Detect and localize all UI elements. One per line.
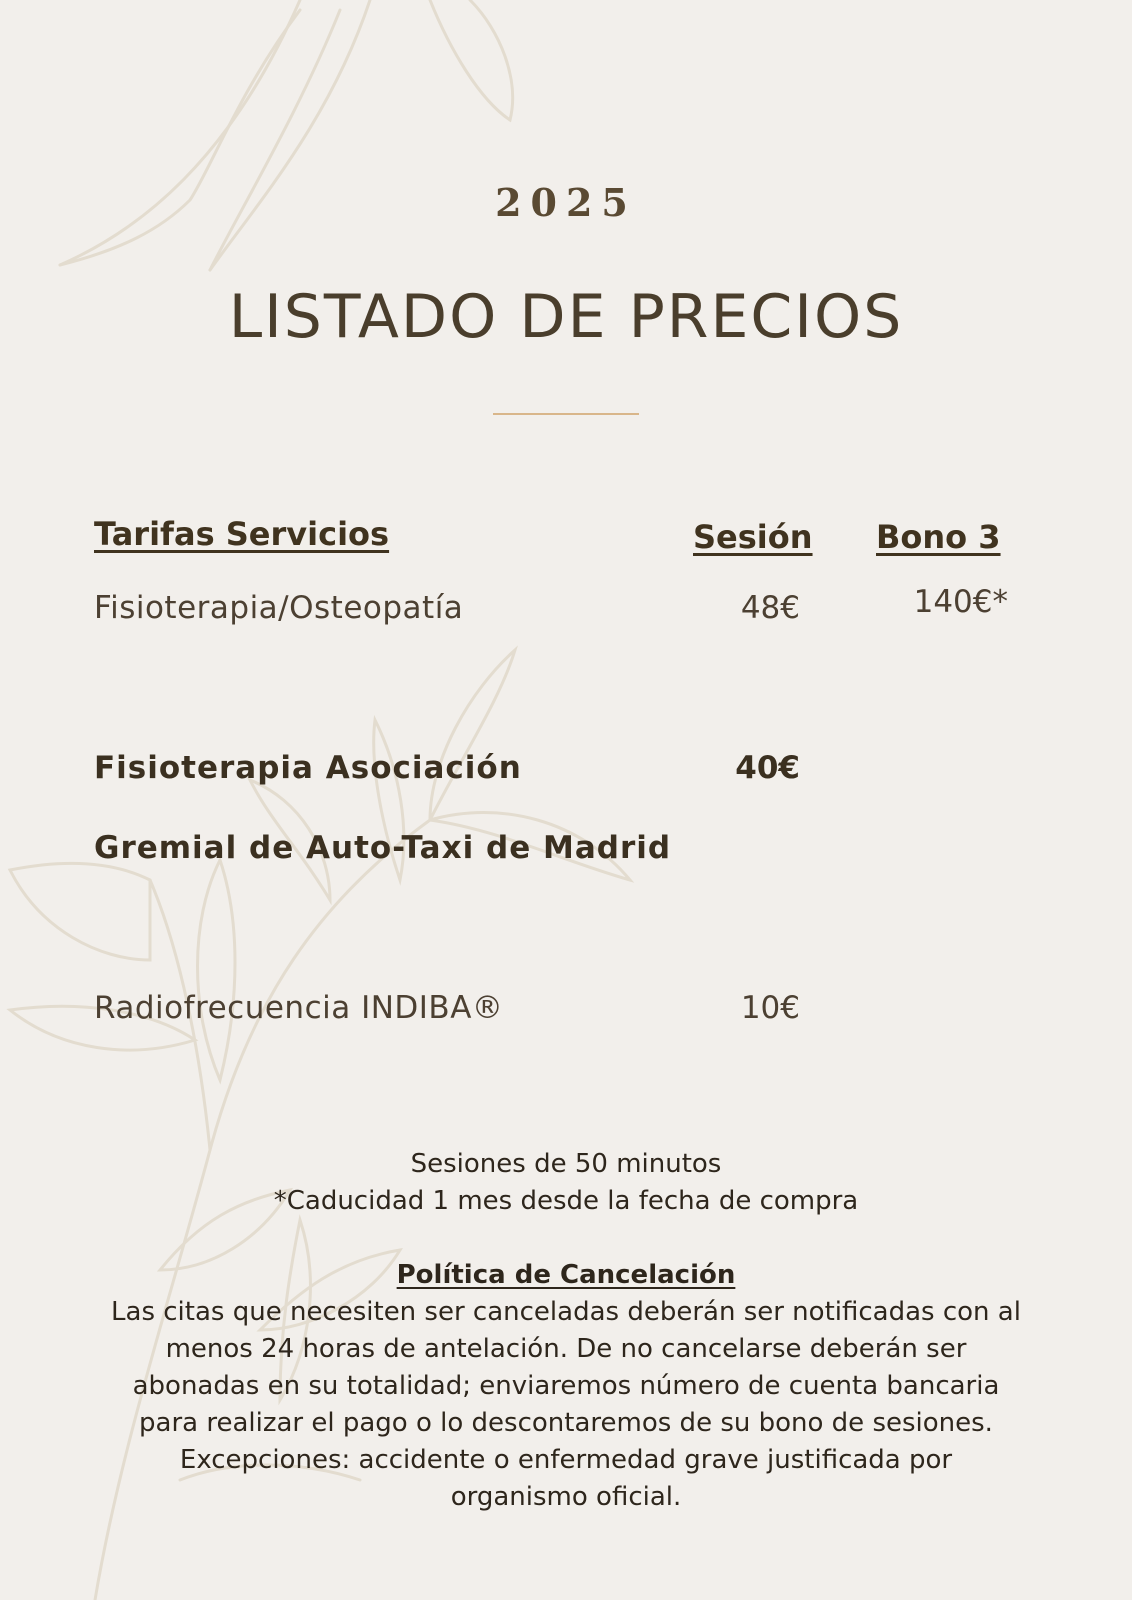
column-header-session: Sesión <box>693 518 813 556</box>
expiry-note: *Caducidad 1 mes desde la fecha de compra <box>273 1186 859 1216</box>
policy-line: Las citas que necesiten ser canceladas deberán ser notificadas con al <box>111 1297 1021 1327</box>
policy-line: Excepciones: accidente o enfermedad grave justificada por <box>179 1445 953 1475</box>
service-radiofrecuencia-indiba: Radiofrecuencia INDIBA® <box>94 990 504 1026</box>
policy-title: Política de Cancelación <box>396 1260 736 1290</box>
service-fisioterapia-osteopatia: Fisioterapia/Osteopatía <box>94 590 464 626</box>
service-fisioterapia-asociacion: Fisioterapia Asociación <box>94 750 522 786</box>
price-session-asociacion: 40€ <box>735 750 800 786</box>
page-title: LISTADO DE PRECIOS <box>228 282 904 352</box>
notes-block <box>0 1146 1132 1220</box>
policy-line: organismo oficial. <box>450 1482 682 1512</box>
policy-line: menos 24 horas de antelación. De no cancelarse deberán ser <box>165 1334 967 1364</box>
service-asociacion-line2: Gremial de Auto-Taxi de Madrid <box>94 830 672 866</box>
cancellation-policy <box>0 1257 1132 1516</box>
price-bono-fisioterapia: 140€* <box>913 584 1008 620</box>
year-heading: 2025 <box>495 180 637 225</box>
policy-line: para realizar el pago o lo descontaremos de su bono de sesiones. <box>139 1408 993 1438</box>
column-header-service: Tarifas Servicios <box>94 515 390 553</box>
price-session-indiba: 10€ <box>740 990 800 1026</box>
title-divider <box>493 413 639 415</box>
session-duration-note: Sesiones de 50 minutos <box>410 1149 722 1179</box>
policy-line: abonadas en su totalidad; enviaremos número de cuenta bancaria <box>132 1371 1000 1401</box>
column-header-bono: Bono 3 <box>876 518 1001 556</box>
price-session-fisioterapia: 48€ <box>740 590 800 626</box>
